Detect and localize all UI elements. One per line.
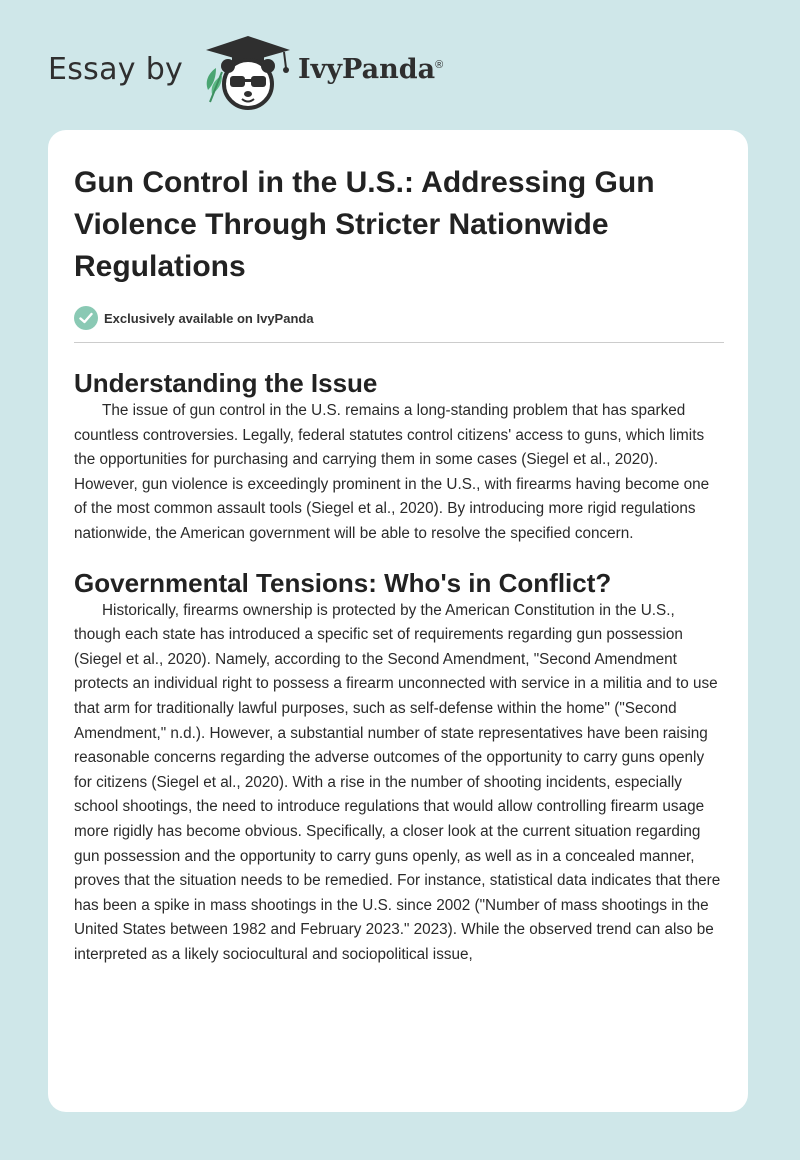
essay-title: Gun Control in the U.S.: Addressing Gun Violence Through Stricter Nationwide Regulations xyxy=(74,166,655,283)
check-mark-graphic xyxy=(79,312,93,324)
brand-name-text: IvyPanda xyxy=(298,54,436,85)
essay-card xyxy=(48,130,748,1112)
registered-mark: ® xyxy=(435,59,444,71)
section-heading-understanding: Understanding the Issue xyxy=(74,368,378,398)
brand-header xyxy=(48,32,468,112)
section-heading-tensions: Governmental Tensions: Who's in Conflict? xyxy=(74,567,612,598)
check-icon xyxy=(74,306,98,330)
section-paragraph-tensions: Historically, firearms ownership is protected by the American Constitution in the U.S., though each state has introduced a specific set of requirements regarding gun possession (Siegel et al., 2020). Namely, according to the Second Amendment, "Second Amendment protects an individual right to possess a firearm unconnected with service in a militia and to use that arm for traditionally lawful purposes, such as self-defense within the home" ("Second Amendment," n.d.). However, a substantial number of state representatives have been raising reasonable concerns regarding the adverse outcomes of the opportunity to carry guns openly for citizens (Siegel et al., 2020). With a rise in the number of shooting incidents, especially school shootings, the need to introduce regulations that would allow controlling firearm usage more rigidly has become obvious. Specifically, a closer look at the current situation regarding gun possession and the opportunity to carry guns openly, as well as in a concealed manner, proves that the situation needs to be remedied. For instance, statistical data indicates that there has been a spike in mass shootings in the U.S. since 2002 ("Number of mass shootings in the United States between 1982 and February 2023." 2023). While the observed trend can also be interpreted as a likely sociocultural and sociopolitical issue, xyxy=(74,601,721,963)
panda-logo-graphic xyxy=(202,32,294,112)
title-divider xyxy=(74,342,724,343)
exclusive-badge xyxy=(74,304,724,332)
brand-name[interactable] xyxy=(298,54,443,85)
exclusive-badge-text: Exclusively available on IvyPanda xyxy=(104,310,314,326)
essay-content xyxy=(74,162,724,967)
section-paragraph-understanding: The issue of gun control in the U.S. remains a long-standing problem that has sparked countless controversies. Legally, federal statutes control citizens' access to guns, which limits the opportunities for purchasing and carrying them in some cases (Siegel et al., 2020). However, gun violence is exceedingly prominent in the U.S., with firearms having become one of the most common assault tools (Siegel et al., 2020). By introducing more rigid regulations nationwide, the American government will be able to resolve the specified concern. xyxy=(74,402,710,542)
brand-essay-by: Essay by xyxy=(48,52,184,87)
panda-logo-icon[interactable] xyxy=(202,32,294,112)
